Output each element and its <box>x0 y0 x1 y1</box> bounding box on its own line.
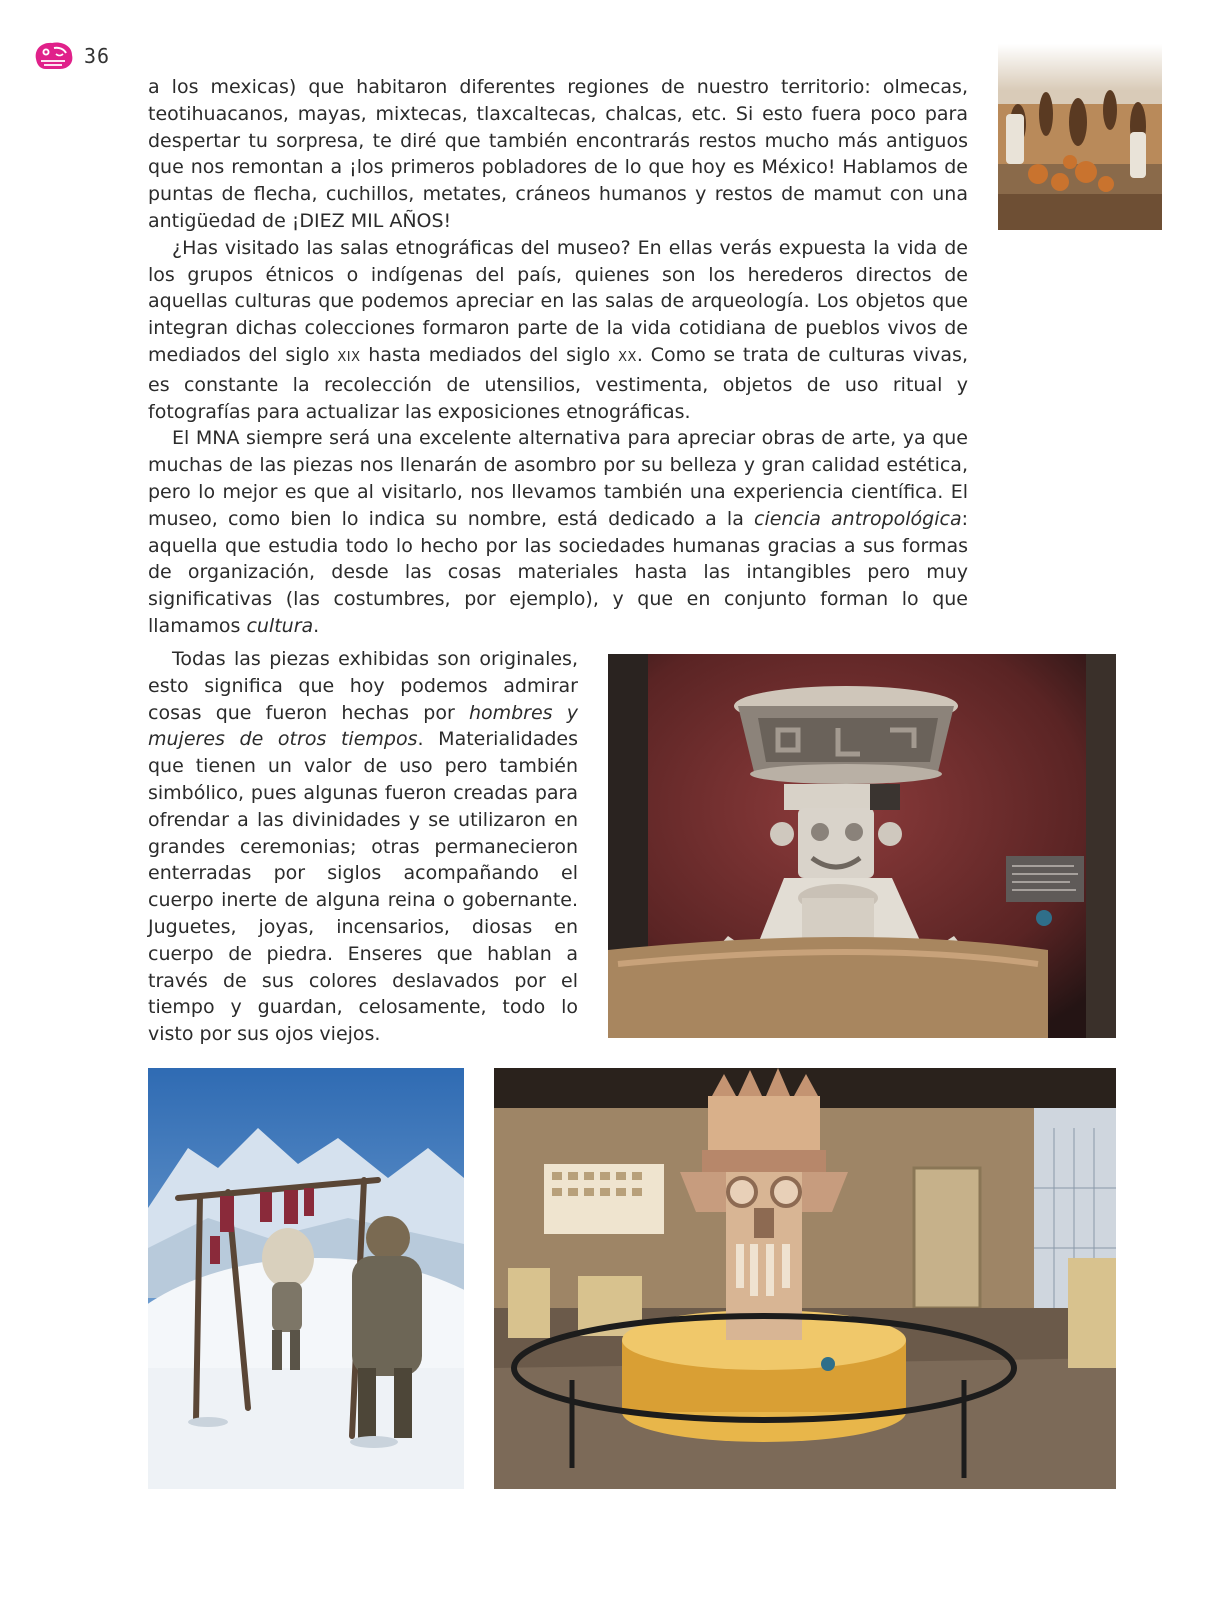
seated-deity-sculpture-photo <box>608 654 1116 1038</box>
market-diorama-photo <box>998 44 1162 230</box>
paragraph-1: a los mexicas) que habitaron diferentes regiones de nuestro territorio: olmecas, teotihuacanos, mayas, mixtecas, tlaxcaltecas, chalcas, etc. Si esto fuera poco para despertar tu sorpresa, te diré que también encontrarás restos mucho más antiguos que nos remontan a ¡los primeros pobladores de lo que hoy es México! Hablamos de puntas de flecha, cuchillos, metates, cráneos humanos y restos de mamut con una antigüedad de ¡DIEZ MIL AÑOS! <box>148 76 968 232</box>
paragraph-4: Todas las piezas exhibidas son originales, esto significa que hoy podemos admirar cosas que fueron hechas por hombres y mujeres de otros tiempos. Materialidades que tienen un valor de uso pero también simbólico, pues algunas fueron creadas para ofrendar a las divinidades y se utilizaron en grandes ceremonias; otras permanecieron enterradas por siglos acompañando el cuerpo inerte de alguna reina o gobernante. Juguetes, joyas, incensarios, diosas en cuerpo de piedra. Enseres que hablan a través de sus colores deslavados por el tiempo y guardan, celosamente, todo lo visto por sus ojos viejos. <box>148 648 578 1046</box>
hunter-diorama-photo <box>148 1068 464 1489</box>
main-text-column <box>148 74 968 640</box>
glyph-logo-icon <box>32 39 76 73</box>
page-header <box>32 38 110 74</box>
page-number: 36 <box>84 44 111 68</box>
paragraph-3: El MNA siempre será una excelente alternativa para apreciar obras de arte, ya que muchas de las piezas nos llenarán de asombro por su belleza y gran calidad estética, pero lo mejor es que al visitarlo, nos llevamos también una experiencia científica. El museo, como bien lo indica su nombre, está dedicado a la ciencia antropológica: aquella que estudia todo lo hecho por las sociedades humanas gracias a sus formas de organización, desde las cosas materiales hasta las intangibles pero muy significativas (las costumbres, por ejemplo), y que en conjunto forman lo que llamamos cultura. <box>148 427 969 637</box>
side-text-column <box>148 646 578 1048</box>
paragraph-2: ¿Has visitado las salas etnográficas del museo? En ellas verás expuesta la vida de los grupos étnicos o indígenas del país, quienes son los herederos directos de aquellas culturas que podemos apreciar en las salas de arqueología. Los objetos que integran dichas colecciones formaron parte de la vida cotidiana de pueblos vivos de mediados del siglo XIX hasta mediados del siglo XX. Como se trata de culturas vivas, es constante la recolección de utensilios, vestimenta, objetos de uso ritual y fotografías para actualizar las exposiciones etnográficas. <box>148 236 968 423</box>
effigy-urn-gallery-photo <box>494 1068 1116 1489</box>
